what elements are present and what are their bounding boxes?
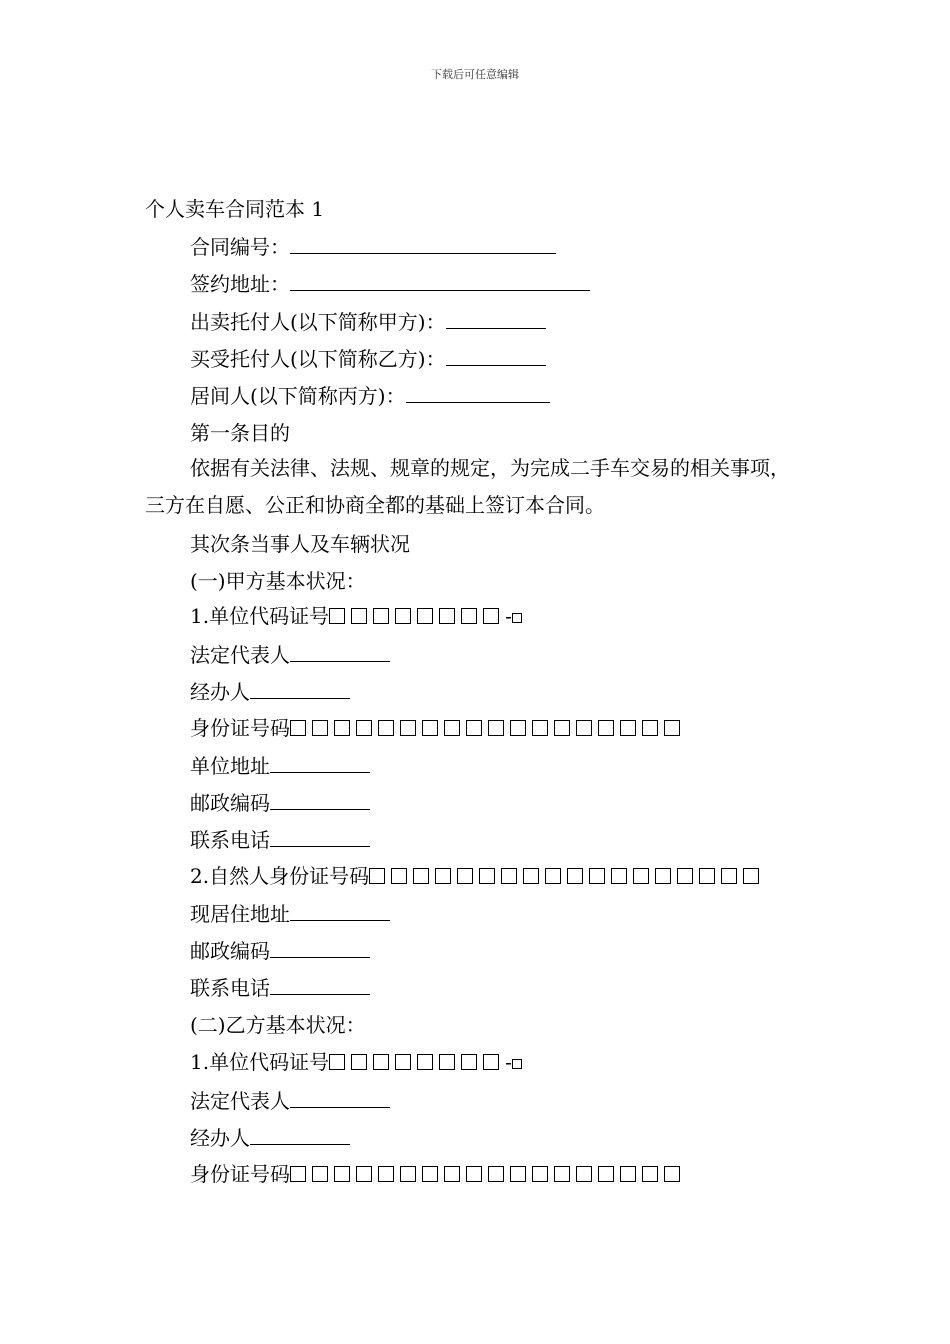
party-a-postcode-line <box>190 789 370 816</box>
broker-label: 居间人(以下简称丙方)： <box>190 384 406 408</box>
sign-place-label: 签约地址： <box>190 272 290 296</box>
party-a-id-line <box>190 715 686 741</box>
seller-label: 出卖托付人(以下简称甲方)： <box>190 310 446 334</box>
postcode-label: 邮政编码 <box>190 939 270 963</box>
legal-rep-label: 法定代表人 <box>190 643 290 667</box>
agent-blank <box>250 678 350 699</box>
agent-label: 经办人 <box>190 680 250 704</box>
postcode-label: 邮政编码 <box>190 791 270 815</box>
party-b-legal-rep-line <box>190 1087 390 1114</box>
party-a-legal-rep-line <box>190 641 390 668</box>
sign-place-blank <box>290 270 590 291</box>
org-code-boxes <box>329 604 505 628</box>
natural-id-boxes <box>369 864 765 888</box>
party-a-org-code-line <box>190 603 522 629</box>
phone-blank <box>270 974 370 995</box>
party-a-agent-line <box>190 678 350 705</box>
org-code-dash: - <box>505 1050 512 1074</box>
seller-line <box>190 308 546 335</box>
buyer-label: 买受托付人(以下简称乙方)： <box>190 347 446 371</box>
legal-rep-blank <box>290 641 390 662</box>
article1-paragraph <box>145 450 807 524</box>
legal-rep-blank <box>290 1087 390 1108</box>
residence-label: 现居住地址 <box>190 902 290 926</box>
party-a-residence-line <box>190 900 390 927</box>
org-code-label: 1.单位代码证号 <box>190 1050 330 1074</box>
sign-place-line <box>190 270 590 297</box>
agent-blank <box>250 1124 350 1145</box>
buyer-blank <box>446 345 546 366</box>
legal-rep-label: 法定代表人 <box>190 1089 290 1113</box>
article2-title: 其次条当事人及车辆状况 <box>190 532 410 556</box>
contract-number-blank <box>290 233 556 254</box>
org-code-check-box <box>512 613 522 623</box>
postcode-blank <box>270 937 370 958</box>
org-code-boxes <box>329 1050 505 1074</box>
party-a-natural-id-line <box>190 863 765 889</box>
org-code-label: 1.单位代码证号 <box>190 604 330 628</box>
id-number-boxes <box>290 1162 686 1186</box>
article1-title: 第一条目的 <box>190 421 290 445</box>
org-address-label: 单位地址 <box>190 754 270 778</box>
org-address-blank <box>270 752 370 773</box>
article1-text: 依据有关法律、法规、规章的规定，为完成二手车交易的相关事项，三方在自愿、公正和协商全都的基础上签订本合同。 <box>145 456 790 517</box>
id-number-boxes <box>290 716 686 740</box>
broker-line <box>190 382 550 409</box>
party-a-phone2-line <box>190 974 370 1001</box>
phone-label: 联系电话 <box>190 976 270 1000</box>
seller-blank <box>446 308 546 329</box>
natural-id-label: 2.自然人身份证号码 <box>190 864 370 888</box>
phone-blank <box>270 826 370 847</box>
party-b-org-code-line <box>190 1049 522 1075</box>
contract-number-label: 合同编号： <box>190 235 290 259</box>
phone-label: 联系电话 <box>190 828 270 852</box>
contract-number-line <box>190 233 556 260</box>
residence-blank <box>290 900 390 921</box>
postcode-blank <box>270 789 370 810</box>
party-a-phone-line <box>190 826 370 853</box>
document-title: 个人卖车合同范本 1 <box>145 197 325 221</box>
party-a-org-address-line <box>190 752 370 779</box>
id-number-label: 身份证号码 <box>190 1162 290 1186</box>
org-code-check-box <box>512 1059 522 1069</box>
broker-blank <box>406 382 550 403</box>
party-b-agent-line <box>190 1124 350 1151</box>
page-header: 下载后可任意编辑 <box>431 68 519 81</box>
agent-label: 经办人 <box>190 1126 250 1150</box>
party-a-postcode2-line <box>190 937 370 964</box>
party-b-id-line <box>190 1161 686 1187</box>
party-a-title: (一)甲方基本状况： <box>190 569 366 593</box>
buyer-line <box>190 345 546 372</box>
org-code-dash: - <box>505 604 512 628</box>
id-number-label: 身份证号码 <box>190 716 290 740</box>
party-b-title: (二)乙方基本状况： <box>190 1013 366 1037</box>
